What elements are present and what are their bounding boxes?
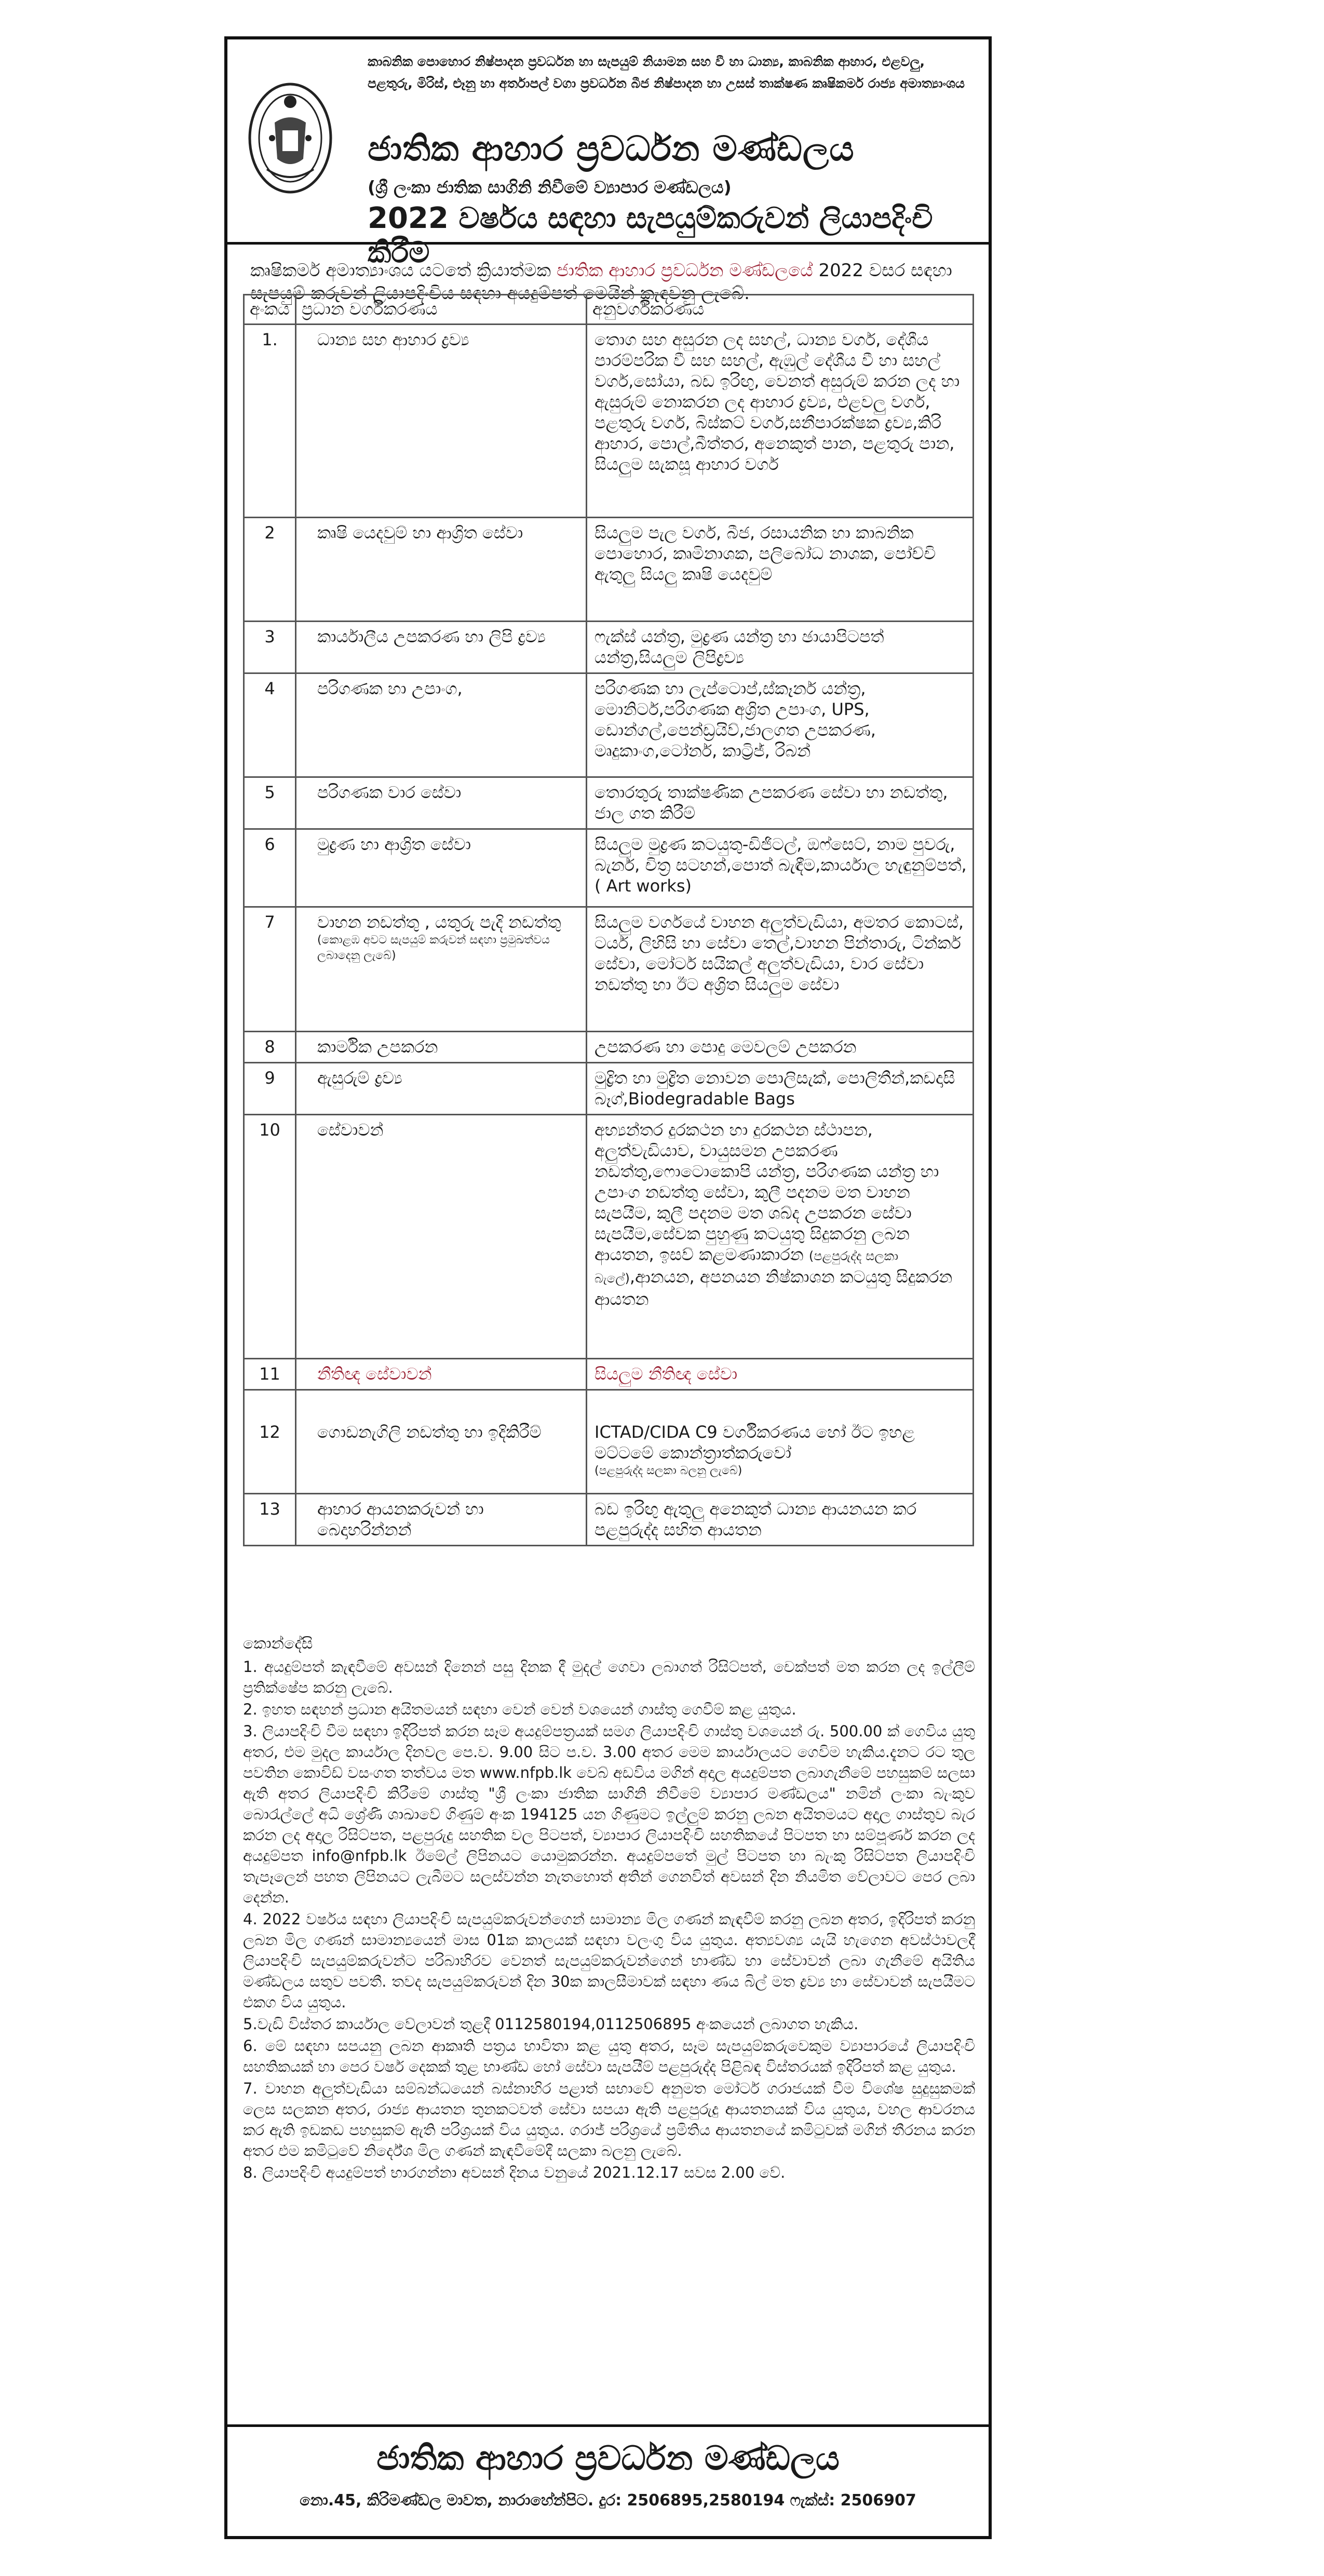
row-note: (කොළඹ අවට සැපයුම් කරුවන් සඳහා ප්‍රමුඛත්වය ලබාදෙනු ලැබේ)	[317, 934, 550, 962]
condition-item: 7. වාහන අලුත්වැඩියා සම්බන්ධයෙන් බස්නාහිර පළාත් සභාවේ අනුමත මෝටර් ගරාජයක් වීම විශේෂ සුදුසුකමක් ලෙස සලකන අතර, රාජ්‍ය ආයතන තුනකටවත් සේවා සපයා ඇති පළපුරුදු ආයතනයක් විය යුතුය, වහල ආවරනය කර ඇති ඉඩකඩ පහසුකම් ඇති පරිශ්‍රයක් විය යුතුය. ගරාජ් පරිශ්‍රයේ ප්‍රමිතිය ආයතනයේ කමිටුවක් මගින් තීරනය කරන අතර එම කමිටුවේ නිර්දේශ මිල ගණන් කැඳවීමේදී සලකා බලනු ලැබේ.	[243, 2080, 975, 2160]
table-header-row	[244, 295, 974, 325]
condition-item: 4. 2022 වර්ෂය සඳහා ලියාපදිංචි සැපයුම්කරුවන්ගෙන් සාමාන්‍ය මිල ගණන් කැඳවීම් කරනු ලබන අතර, ඉදිරිපත් කරනු ලබන මිල ගණන් සාමාන්‍යයෙන් මාස 01ක කාලයක් සඳහා වලංගු විය යුතුය. අත්‍යවශ්‍ය යැයි හැගෙන අවස්ථාවලදී ලියාපදිංචි සැපයුම්කරුවන්ට පරිබාහිරව වෙනත් සැපයුම්කරුවන්ගෙන් භාණ්ඩ හා සේවාවන් ලබා ගැනීමේ අයිතිය මණ්ඩලය සතුව පවතී. තවද සැපයුම්කරුවන් දින 30ක කාලසීමාවක් සඳහා ණය බිල් මත ද්‍රව්‍ය හා සේවාවන් සැපයීමට එකග විය යුතුය.	[243, 1910, 975, 2011]
table-row: 6 මුද්‍රණ හා ආශ්‍රිත සේවා සියලුම මුද්‍රණ කටයුතු-ඩිජිටල්, ඔෆ්සෙට්, නාම පුවරු, බැනර්, චිත්‍ර සටහන්,පොත් බැඳීම,කාර්යාල හැඳුනුම්පත්,( Art works)	[244, 829, 974, 907]
row-note: (පළපුරුද්ද සලකා බලනු ලැබේ)	[595, 1464, 742, 1477]
organization-title: ජාතික ආහාර ප්‍රවර්ධන මණ්ඩලය	[368, 129, 855, 169]
conditions-section	[243, 1634, 975, 2184]
table-row: 5 පරිගණක වාර සේවා තොරතුරු තාක්ෂණික උපකරණ සේවා හා නඩත්තු, ජාල ගත කිරීම්	[244, 777, 974, 829]
footer	[227, 2424, 989, 2536]
table-row: 9 ඇසුරුම් ද්‍රව්‍ය මුද්‍රිත හා මුද්‍රිත නොවන පොලිසැක්, පොලිතීන්,කඩදාසි බෑග්,Biodegradable Bags	[244, 1063, 974, 1115]
table-row: 11 නීතිඥ සේවාවන් සියලුම නීතිඥ සේවා	[244, 1359, 974, 1390]
condition-item: 6. මේ සඳහා සපයනු ලබන ආකෘති පත්‍රය භාවිතා කළ යුතු අතර, සෑම සැපයුම්කරුවෙකුම ව්‍යාපාරයේ ලියාපදිංචි සහතිකයක් හා පෙර වර්ෂ දෙකක් තුළ භාණ්ඩ හෝ සේවා සැපයීම් පළපුරුද්ද පිළිබඳ විස්තරයක් ඉදිරිපත් කළ යුතුය.	[243, 2037, 975, 2075]
table-row: 3 කාර්යාලීය උපකරණ හා ලිපි ද්‍රව්‍ය ෆැක්ස් යන්ත්‍ර, මුද්‍රණ යන්ත්‍ර හා ඡායාපිටපත් යන්ත්‍ර,සියලුම ලිපිද්‍රව්‍ය	[244, 622, 974, 673]
registration-heading: 2022 වර්ෂය සඳහා සැපයුම්කරුවන් ලියාපදිංචි කිරීම	[368, 201, 933, 269]
organization-subtitle: (ශ්‍රී ලංකා ජාතික සාගිනි නිවීමේ ව්‍යාපාර මණ්ඩලය)	[368, 177, 732, 197]
table-row: 4 පරිගණක හා උපාංග, පරිගණක හා ලැප්ටොප්,ස්කෑනර් යන්ත්‍ර, මොනිටර්,පරිගණක අශ්‍රිත උපාංග, UPS, ඩොන්ගල්,පෙන්ඩ්‍රයිව්,ජාලගත උපකරණ, මෘදුකාංග,ටෝනර්, කාට්‍රිජ්, රිබන්	[244, 673, 974, 777]
header-number: අංකය	[244, 295, 296, 325]
condition-item: 5.වැඩි විස්තර කාර්යාල වේලාවන් තුළදී 0112580194,0112506895 අංකයෙන් ලබාගත හැකිය.	[243, 2015, 859, 2033]
table-row: 8 කාර්මික උපකරන උපකරණ හා පොදු මෙවලම් උපකරන	[244, 1032, 974, 1063]
conditions-title: කොන්දේසි	[243, 1635, 313, 1653]
header-main-category: ප්‍රධාන වර්ගීකරණය	[296, 295, 587, 325]
table-row: 7 වාහන නඩත්තු , යතුරු පැදි නඩත්තු (කොළඹ අවට සැපයුම් කරුවන් සඳහා ප්‍රමුඛත්වය ලබාදෙනු ලැබේ) සියලුම වර්ගයේ වාහන අලුත්වැඩියා, අමතර කොටස්, ටයර්, ලිහිසි හා සේවා තෙල්,වාහන පින්තාරු, ටින්කර් සේවා, මෝටර් සයිකල් අලුත්වැඩියා, වාර සේවා නඩත්තු හා ඊට අශ්‍රිත සියලුම සේවා	[244, 907, 974, 1032]
table-row: 2 කෘෂි යෙදවුම් හා ආශ්‍රිත සේවා සියලුම පැල වර්ග, බීජ, රසායනික හා කාබනික පොහොර, කෘමිනාශක, පලිබෝධ නාශක, පෝච්චි ඇතුලු සියලු කෘෂි යෙදවුම්	[244, 518, 974, 622]
advertisement-page	[224, 36, 992, 2539]
intro-text: කෘෂිකර්ම අමාත්‍යාංශය යටතේ ක්‍රියාත්මක ජාතික ආහාර ප්‍රවර්ධන මණ්ඩලයේ 2022 වසර සඳහා සැපයුම් කරුවන් ලියාපදිංචිය සඳහා අයදුම්පත් මෙයින් කැඳවනු ලැබේ.	[250, 260, 952, 304]
condition-item: 8. ලියාපදිංචි අයදුම්පත් භාරගන්නා අවසන් දිනය වනුයේ 2021.12.17 සවස 2.00 වේ.	[243, 2164, 786, 2181]
ministry-name: කාබනික පොහොර නිෂ්පාදන ප්‍රවර්ධන හා සැපයුම් නියාමන සහ වී හා ධාන්‍ය, කාබනික ආහාර, එළවලු, පළතුරු, මිරිස්, ළූනු හා අර්තාපල් වගා ප්‍රවර්ධන බීජ නිෂ්පාදන හා උසස් තාක්ෂණ කෘෂිකර්ම රාජ්‍ය අමාත්‍යාංශය	[368, 54, 965, 91]
footer-organization-name: ජාතික ආහාර ප්‍රවර්ධන මණ්ඩලය	[376, 2439, 840, 2478]
condition-item: 2. ඉහත සඳහන් ප්‍රධාන අයිතමයන් සඳහා වෙන් වෙන් වශයෙන් ගාස්තු ගෙවීම් කළ යුතුය.	[243, 1701, 796, 1718]
table-row: 12 ගොඩනැගිලි නඩත්තු හා ඉදිකිරීම් ICTAD/CIDA C9 වර්ගීකරණය හෝ ඊට ඉහළ මට්ටමේ කොන්ත්‍රාත්කරුවෝ (පළපුරුද්ද සලකා බලනු ලැබේ)	[244, 1390, 974, 1494]
category-table	[243, 294, 974, 1546]
table-row: 1. ධාන්‍ය සහ ආහාර ද්‍රව්‍ය තොග සහ අසුරන ලද සහල්, ධාන්‍ය වර්ග, දේශීය පාරම්පරික වී සහ සහල්, ඇඹුල් දේශීය වී හා සහල් වර්ග,සෝයා, බඩ ඉරිඟු, වෙනත් අසුරුම් කරන ලද හා ඇසුරුම් නොකරන ලද ආහාර ද්‍රව්‍ය, එළවලු වර්ග, පළතුරු වර්ග, බිස්කට් වර්ග,සනීපාරක්ෂක ද්‍රව්‍ය,කිරි ආහාර, පොල්,බීත්තර, අනෙකුත් පාන, පළතුරු පාන, සියලුම සැකසූ ආහාර වර්ග	[244, 325, 974, 518]
condition-item: 3. ලියාපදිංචි වීම සඳහා ඉදිරිපත් කරන සෑම අයදුම්පත්‍රයක් සමග ලියාපදිංචි ගාස්තු වශයෙන් රු. 500.00 ක් ගෙවිය යුතු අතර, එම මුදල කාර්යාල දිනවල පෙ.ව. 9.00 සිට ප.ව. 3.00 අතර මෙම කාර්යාලයට ගෙවිම හැකිය.දැනට රට තුල පවතින කොවිඩ් වසංගත තත්වය මත www.nfpb.lk වෙබ් අඩවිය මගින් අදාල අයදුම්පත ලබාගැනීමේ පහසුකම් සලසා ඇති අතර ලියාපදිංචි කිරීමේ ගාස්තු "ශ්‍රී ලංකා ජාතික සාගිනි නිවීමේ ව්‍යාපාර මණ්ඩලය" නමින් ලංකා බැංකුව බොරැල්ලේ අධි ශ්‍රේණි ශාඛාවේ ගිණුම් අංක 194125 යන ගිණුමට ඉල්ලුම් කරනු ලබන අයිතමයට අදාල ගාස්තුව බැර කරන ලද අදාල රිසිට්පත, පළපුරුදු සහතික වල පිටපත්, ව්‍යාපාර ලියාපදිංචි සහතිකයේ පිටපත හා සම්පූර්ණ කරන ලද අයදුම්පත info@nfpb.lk ඊමේල් ලිපිනයට යොමුකරන්න. අයදුම්පතේ මුල් පිටපත හා බැංකු රිසිට්පත ලියාපදිංචි තැපෑලෙන් පහත ලිපිනයට ලැබීමට සලස්වන්න නැතහොත් අතින් ගෙනවිත් අවසන් දින නියමිත වේලාවට පෙර ලබා දෙන්න.	[243, 1722, 975, 1906]
header-sub-category: අනුවර්ගීකරණය	[587, 295, 974, 325]
table-row: 10 සේවාවන් අභ්‍යන්තර දුරකථන හා දුරකථන ස්ථාපන, අලුත්වැඩියාව, වායුසමන උපකරණ නඩත්තු,ෆොටොකොපි යන්ත්‍ර, පරිගණක යන්ත්‍ර හා උපාංග නඩත්තු සේවා, කුලී පදනම මත වාහන සැපයීම, කුලී පදනම මත ශබ්ද උපකරන සේවා සැපයීම,සේවක පුහුණු කටයුතු සිදුකරනු ලබන ආයතන, ඉසව් කළමණාකාරන (පළපුරුද්ද සලකා බැලේ),ආනයන, අපනයන නිෂ්කාශන කටයුතු සිදුකරන ආයතන	[244, 1115, 974, 1359]
header	[227, 39, 989, 269]
row-note: (පළපුරුද්ද සලකා බැලේ)	[595, 1249, 899, 1286]
table-row: 13 ආහාර ආයනකරුවන් හා බෙදාහරින්නන් බඩ ඉරිඟු ඇතුලු අනෙකුත් ධාන්‍ය ආයනයන කර පළපුරුද්ද සහිත ආයතන	[244, 1494, 974, 1546]
state-emblem-icon	[246, 81, 334, 195]
footer-address: නො.45, කිරිමණ්ඩල මාවත, නාරාහේන්පිට. දුර: 2506895,2580194 ෆැක්ස්: 2506907	[300, 2491, 916, 2510]
condition-item: 1. අයදුම්පත් කැඳවීමේ අවසන් දිනෙන් පසු දිනක දී මුදල් ගෙවා ලබාගත් රිසිට්පත්, චෙක්පත් මත කරන ලද ඉල්ලීම් ප්‍රතික්ෂේප කරනු ලැබේ.	[243, 1658, 975, 1696]
intro-highlight: ජාතික ආහාර ප්‍රවර්ධන මණ්ඩලයේ	[556, 260, 813, 281]
